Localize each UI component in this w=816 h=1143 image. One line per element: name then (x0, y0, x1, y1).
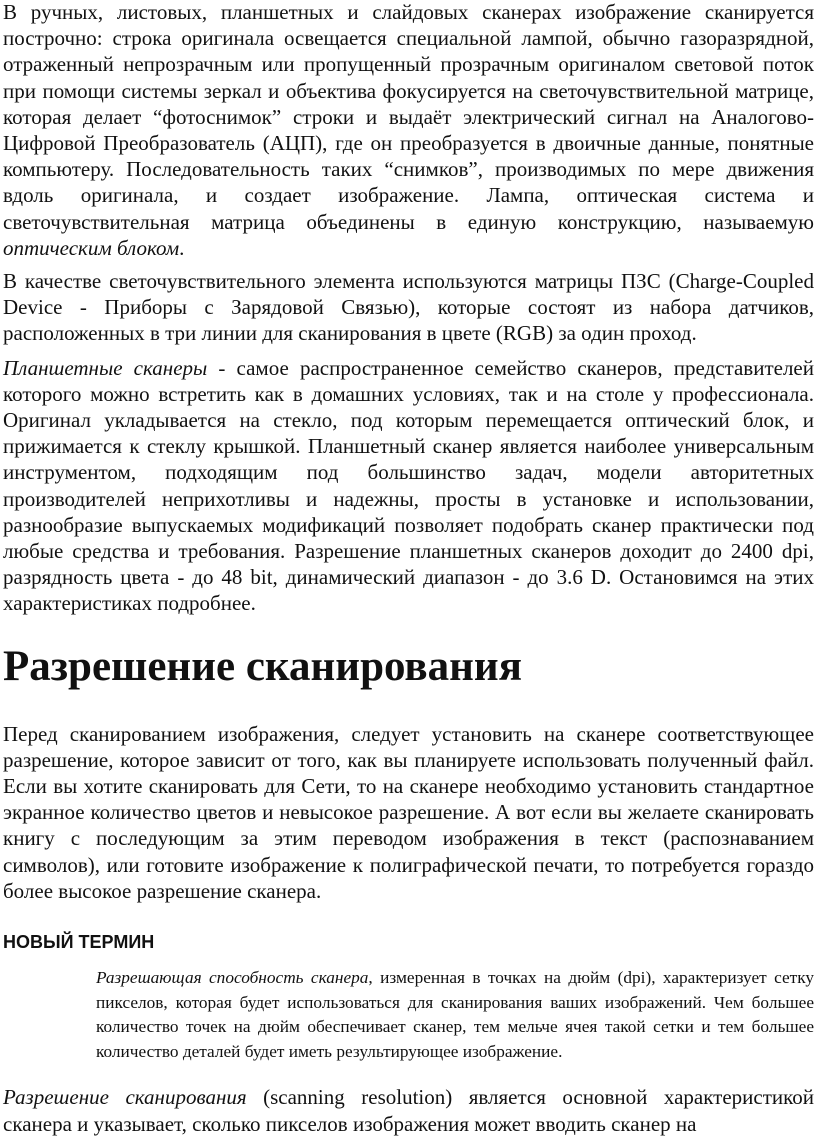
new-term-definition (96, 966, 814, 1064)
paragraph-text: (scanning resolution) является основной характеристикой сканера и указывает, сколько пикселов изображения может вводить сканер на (3, 1085, 814, 1136)
emphasis-scanning-resolution: Разрешение сканирования (3, 1085, 247, 1110)
term-text: , измеренная в точках на дюйм (dpi), характеризует сетку пикселов, которая будет использоваться для сканирования ваших изображений. Чем большее количество точек на дюйм обеспечивает сканер, тем мельче ячея такой сетки и тем большее количество деталей будет иметь результирующее изображение. (96, 968, 814, 1061)
paragraph-text: - самое распространенное семейство сканеров, представителей которого можно встретить как в домашних условиях, так и на столе у профессионала. Оригинал укладывается на стекло, под которым перемещается оптический блок, и прижимается к стеклу крышкой. Планшетный сканер является наиболее универсальным инструментом, подходящим под большинство задач, модели авторитетных производителей неприхотливы и надежны, просты в установке и использовании, разнообразие выпускаемых модификаций позволяет подобрать сканер практически под любые средства и требования. Разрешение планшетных сканеров доходит до 2400 dpi, разрядность цвета - до 48 bit, динамический диапазон - до 3.6 D. Остановимся на этих характеристиках подробнее. (3, 355, 814, 616)
paragraph-text: В ручных, листовых, планшетных и слайдовых сканерах изображение сканируется построчно: строка оригинала освещается специальной лампой, обычно газоразрядной, отраженный непрозрачным или пропущенный прозрачным оригиналом световой поток при помощи системы зеркал и объектива фокусируется на светочувствительной матрице, которая делает “фотоснимок” строки и выдаёт электрический сигнал на Аналогово-Цифровой Преобразователь (АЦП), где он преобразуется в двоичные данные, понятные компьютеру. Последовательность таких “снимков”, производимых по мере движения вдоль оригинала, и создает изображение. Лампа, оптическая система и светочувствительная матрица объединены в единую конструкцию, называемую (3, 0, 814, 234)
paragraph-scanning-resolution (3, 1084, 814, 1136)
emphasis-optical-block: оптическим блоком (3, 235, 180, 260)
emphasis-flatbed-scanners: Планшетные сканеры (3, 355, 208, 380)
paragraph-scanning-process (3, 0, 814, 261)
new-term-label: НОВЫЙ ТЕРМИН (3, 932, 155, 953)
paragraph-resolution-intro (3, 721, 814, 904)
paragraph-flatbed-scanners (3, 355, 814, 617)
emphasis-term: Разрешающая способность сканера (96, 968, 369, 988)
paragraph-text: В качестве светочувствительного элемента используются матрицы ПЗС (Charge-Coupled Device - Приборы с Зарядовой Связью), которые состоят из набора датчиков, расположенных в три линии для сканирования в цвете (RGB) за один проход. (3, 269, 814, 346)
paragraph-text: Перед сканированием изображения, следует установить на сканере соответствующее разрешение, которое зависит от того, как вы планируете использовать полученный файл. Если вы хотите сканировать для Сети, то на сканере необходимо установить стандартное экранное количество цветов и невысокое разрешение. А вот если вы желаете сканировать книгу с последующим за этим переводом изображения в текст (распознаванием символов), или готовите изображение к полиграфической печати, то потребуется гораздо более высокое разрешение сканера. (3, 721, 814, 903)
paragraph-ccd-matrix (3, 268, 814, 347)
section-heading: Разрешение сканирования (3, 642, 522, 690)
paragraph-end: . (179, 235, 185, 260)
